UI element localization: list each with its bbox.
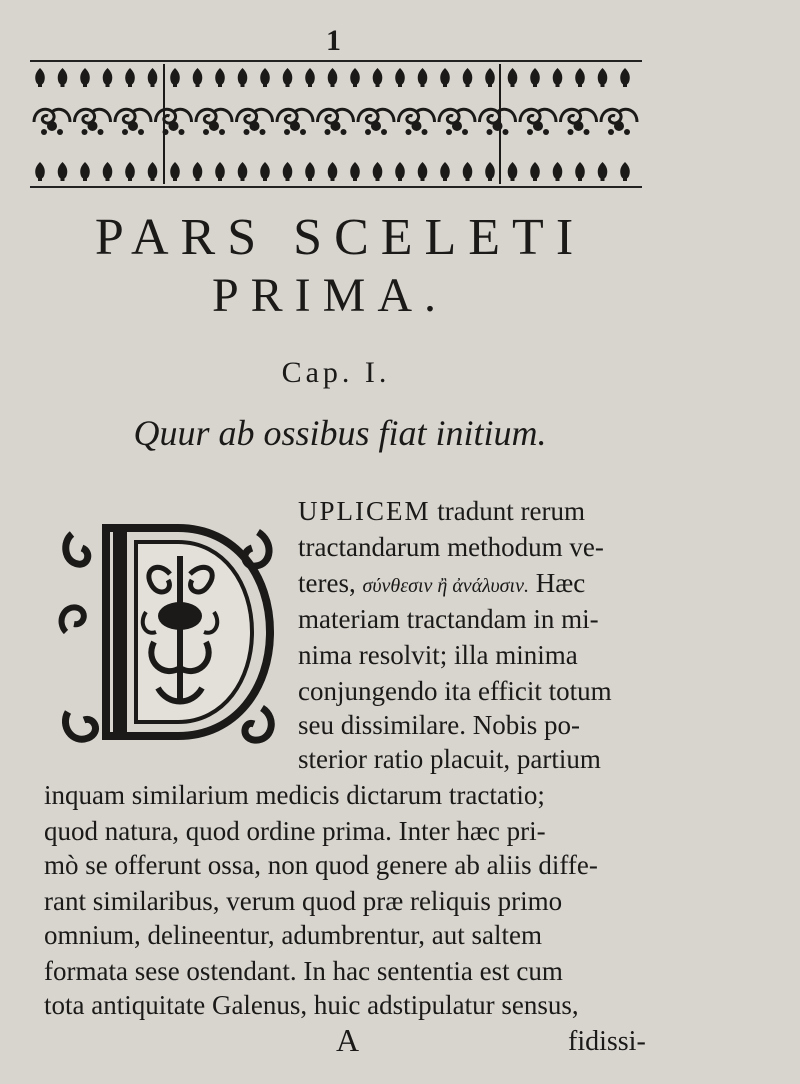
body-line-1	[298, 494, 646, 528]
decorated-initial	[58, 512, 284, 750]
body-line-9: inquam similarium medicis dictarum tractatio;	[44, 780, 545, 810]
catchword: fidissi-	[568, 1026, 646, 1057]
greek-phrase: σύνθεσιν ἢ ἀνάλυσιν.	[362, 575, 529, 597]
body-line-2: tractandarum methodum ve-	[298, 532, 604, 562]
initial-ornament-icon	[58, 512, 284, 750]
body-line-5: nima resolvit; illa minima	[298, 640, 578, 670]
body-line-10: quod natura, quod ordine prima. Inter hæc pri-	[44, 816, 546, 846]
line-3-b: Hæc	[535, 568, 586, 598]
body-line-13: omnium, delineentur, adumbrentur, aut saltem	[44, 920, 542, 950]
line-1-rest: tradunt rerum	[437, 496, 585, 526]
body-line-14: formata sese ostendant. In hac sententia est cum	[44, 956, 563, 986]
body-line-11: mò se offerunt ossa, non quod genere ab aliis diffe-	[44, 850, 598, 880]
opening-caps: UPLICEM	[298, 496, 431, 526]
body-line-7: seu dissimilare. Nobis po-	[298, 710, 580, 740]
title-line-1: PARS SCELETI	[94, 209, 586, 266]
title-line-2: PRIMA.	[211, 269, 449, 322]
body-line-8: sterior ratio placuit, partium	[298, 744, 601, 774]
body-line-4: materiam tractandam in mi-	[298, 604, 599, 634]
body-line-3	[298, 566, 646, 603]
body-line-15: tota antiquitate Galenus, huic adstipulatur sensus,	[44, 990, 579, 1020]
chapter-title: Quur ab ossibus fiat initium.	[133, 413, 547, 453]
body-line-12: rant similaribus, verum quod præ reliquis primo	[44, 886, 563, 916]
body-line-6: conjungendo ita efficit totum	[298, 676, 612, 706]
page-number: 1	[326, 24, 341, 57]
signature-mark: A	[336, 1022, 360, 1058]
chapter-heading: Cap. I.	[281, 356, 391, 389]
headpiece-ornament	[30, 60, 642, 188]
line-3-a: teres,	[298, 568, 356, 598]
